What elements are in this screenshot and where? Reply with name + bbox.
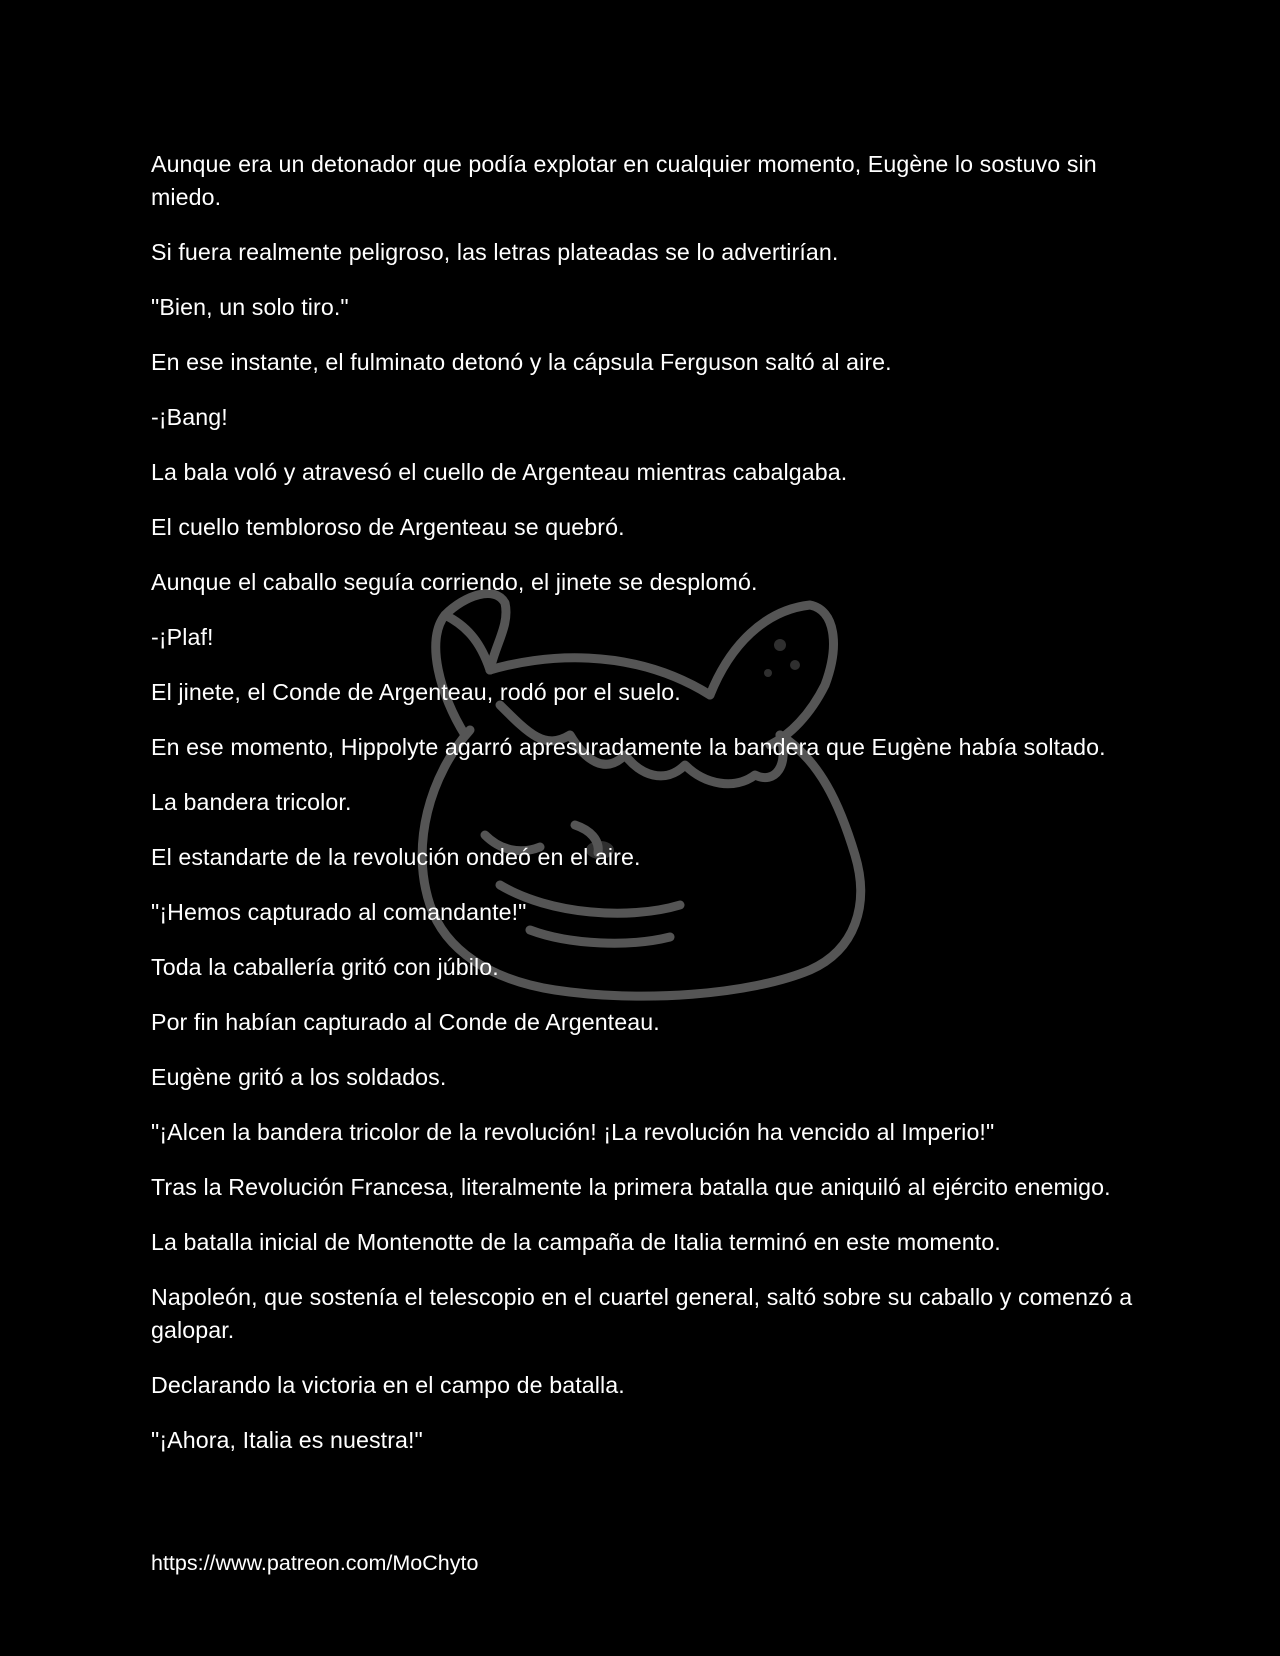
- paragraph: Napoleón, que sostenía el telescopio en el cuartel general, saltó sobre su caballo y comenzó a galopar.: [151, 1284, 1133, 1343]
- paragraph: El cuello tembloroso de Argenteau se quebró.: [151, 514, 625, 540]
- paragraph: La bala voló y atravesó el cuello de Argenteau mientras cabalgaba.: [151, 459, 848, 485]
- patreon-link[interactable]: https://www.patreon.com/MoChyto: [151, 1551, 479, 1575]
- paragraph: En ese momento, Hippolyte agarró apresuradamente la bandera que Eugène había soltado.: [151, 734, 1106, 760]
- paragraph: El estandarte de la revolución ondeó en el aire.: [151, 844, 641, 870]
- paragraph: La batalla inicial de Montenotte de la campaña de Italia terminó en este momento.: [151, 1229, 1001, 1255]
- paragraph: -¡Plaf!: [151, 624, 214, 650]
- paragraph: -¡Bang!: [151, 404, 228, 430]
- paragraph: "Bien, un solo tiro.": [151, 294, 349, 320]
- paragraph: Toda la caballería gritó con júbilo.: [151, 954, 499, 980]
- paragraph: En ese instante, el fulminato detonó y la cápsula Ferguson saltó al aire.: [151, 349, 892, 375]
- paragraph: El jinete, el Conde de Argenteau, rodó por el suelo.: [151, 679, 681, 705]
- paragraph: "¡Ahora, Italia es nuestra!": [151, 1427, 423, 1453]
- paragraph: Si fuera realmente peligroso, las letras plateadas se lo advertirían.: [151, 239, 839, 265]
- paragraph: Aunque era un detonador que podía explotar en cualquier momento, Eugène lo sostuvo sin miedo.: [151, 151, 1097, 210]
- paragraph: La bandera tricolor.: [151, 789, 352, 815]
- paragraph: Tras la Revolución Francesa, literalmente la primera batalla que aniquiló al ejército enemigo.: [151, 1174, 1111, 1200]
- text-page: [151, 148, 1141, 1479]
- paragraph: Por fin habían capturado al Conde de Argenteau.: [151, 1009, 660, 1035]
- paragraph: Eugène gritó a los soldados.: [151, 1064, 447, 1090]
- paragraph: Declarando la victoria en el campo de batalla.: [151, 1372, 625, 1398]
- paragraph: Aunque el caballo seguía corriendo, el jinete se desplomó.: [151, 569, 758, 595]
- paragraph: "¡Alcen la bandera tricolor de la revolución! ¡La revolución ha vencido al Imperio!": [151, 1119, 995, 1145]
- paragraph: "¡Hemos capturado al comandante!": [151, 899, 527, 925]
